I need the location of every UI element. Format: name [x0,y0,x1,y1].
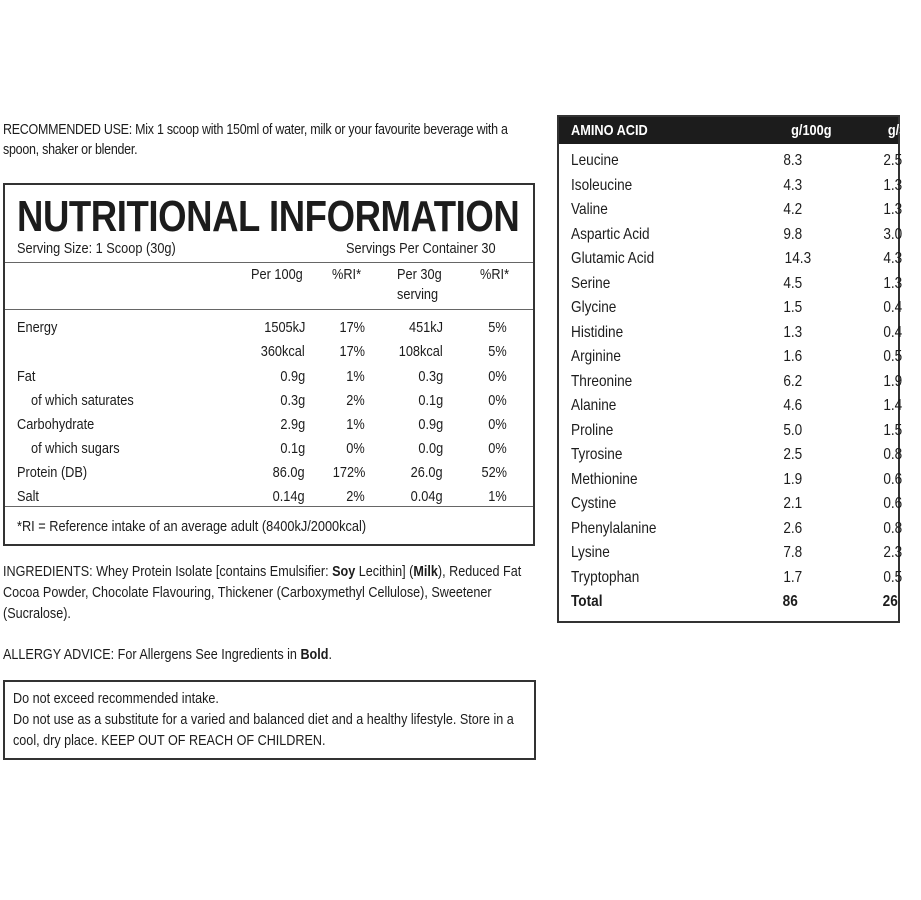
ri-per30: 5% [488,343,507,360]
amino-row [559,517,903,542]
value-per30: 0.9g [418,416,443,433]
amino-per100: 2.5 [783,446,803,463]
amino-row [559,272,903,297]
amino-per100: 4.3 [783,176,803,194]
amino-per30: 1.9 [883,372,903,390]
nutrient-name: of which sugars [31,440,120,457]
amino-header-name: AMINO ACID [571,122,648,139]
amino-row [559,492,903,517]
amino-per100: 4.5 [783,274,803,292]
amino-per30: 0.8 [883,519,903,537]
value-per100: 0.1g [280,440,305,457]
header-per100: Per 100g [251,266,303,283]
nutrient-name: Energy [17,319,58,336]
amino-per30: 0.5 [883,348,903,365]
value-per100: 2.9g [280,416,305,433]
amino-row [559,345,903,370]
amino-per100: 5.0 [783,421,803,439]
amino-per30: 0.6 [883,495,903,512]
value-per30: 26.0g [411,464,443,481]
ri-per30: 0% [488,392,507,409]
nutrient-name: of which saturates [31,392,134,409]
amino-name: Proline [571,421,614,439]
header-ri2: %RI* [480,266,510,283]
amino-name: Isoleucine [571,176,633,194]
amino-per30: 1.3 [883,201,903,218]
amino-per30: 4.3 [883,250,903,267]
amino-row [559,419,903,444]
amino-row [559,247,903,272]
amino-row [559,198,903,223]
amino-name: Serine [571,274,611,292]
serving-size: Serving Size: 1 Scoop (30g) [17,240,176,257]
value-per30: 0.04g [411,488,443,505]
ingredients-label: INGREDIENTS: [3,563,93,580]
recommended-use [3,120,532,160]
ri-per100: 1% [346,368,365,385]
recommended-use-label: RECOMMENDED USE: [3,122,132,138]
ri-per100: 1% [346,416,365,433]
header-per30-line2: serving [397,286,439,303]
amino-name: Threonine [571,372,633,390]
nutrient-name: Protein (DB) [17,464,88,481]
ri-per100: 17% [339,319,365,336]
header-ri1: %RI* [332,266,362,283]
value-per30: 451kJ [408,319,443,336]
ri-footnote: *RI = Reference intake of an average adult (8400kJ/2000kcal) [17,518,367,535]
amino-header [559,117,921,144]
amino-name: Tyrosine [571,446,623,463]
amino-name: Alanine [571,397,617,414]
amino-name: Leucine [571,152,619,169]
amino-per100: 1.5 [783,299,803,316]
value-per100: 0.3g [280,392,305,409]
amino-row [559,394,903,419]
amino-per100: 1.6 [783,348,803,365]
amino-name: Glycine [571,299,617,316]
allergen-milk: Milk [413,563,438,580]
amino-name: Phenylalanine [571,519,657,537]
amino-name: Lysine [571,544,610,561]
amino-per100: 2.6 [783,519,803,537]
value-per100: 0.14g [273,488,305,505]
amino-per30: 1.5 [883,421,903,439]
allergy-end: . [328,646,332,663]
nutrition-title: NUTRITIONAL INFORMATION [17,192,520,241]
amino-per30: 3.0 [883,225,903,243]
ingredients-part2: Lecithin] ( [358,563,414,580]
value-per100: 1505kJ [263,319,305,336]
nutrient-name: Fat [17,368,36,385]
amino-per30: 0.5 [883,568,903,586]
amino-per100: 1.9 [783,470,803,488]
divider [5,506,533,507]
ingredients-part3: ), Reduced Fat Cocoa Powder, Chocolate Flavouring, Thickener (Carboxymethyl Cellulose), Sweetener (Sucralose). [3,563,522,622]
amino-total-row [559,590,898,615]
amino-per30: 0.4 [883,299,903,316]
allergy-text: For Allergens See Ingredients in [117,646,297,663]
amino-name: Aspartic Acid [571,225,650,243]
amino-per30: 2.3 [883,544,903,561]
amino-per100: 6.2 [783,372,803,390]
header-per30-line1: Per 30g [397,266,442,283]
amino-row [559,370,903,395]
amino-per30: 26 [882,593,898,610]
amino-per100: 2.1 [783,495,803,512]
amino-name: Tryptophan [571,568,640,586]
amino-per30: 1.3 [883,274,903,292]
amino-name: Cystine [571,495,617,512]
amino-per30: 0.4 [883,323,903,341]
warning-text [13,688,525,751]
amino-per100: 8.3 [783,152,803,169]
value-per100: 86.0g [273,464,305,481]
amino-name: Arginine [571,348,621,365]
ri-per100: 2% [346,488,365,505]
amino-row [559,223,903,248]
amino-row [559,296,903,321]
amino-row [559,321,903,346]
value-per100: 360kcal [261,343,305,360]
nutrition-row [5,340,533,364]
servings-per-container: Servings Per Container 30 [346,240,496,257]
amino-row [559,174,903,199]
nutrition-row [5,389,533,413]
amino-row [559,566,903,591]
ri-per30: 0% [488,440,507,457]
value-per30: 108kcal [399,343,443,360]
amino-per100: 9.8 [783,225,803,243]
amino-per100: 14.3 [784,250,812,267]
nutrient-name: Salt [17,488,39,505]
amino-row [559,443,903,468]
ri-per100: 172% [332,464,365,481]
warning-box [3,680,536,760]
amino-per30: 1.4 [883,397,903,414]
nutrition-footnote-row [5,515,533,539]
nutrient-name: Carbohydrate [17,416,95,433]
ingredients-part1: Whey Protein Isolate [contains Emulsifier: [96,563,329,580]
serving-info-row [5,237,533,261]
nutrition-row [5,413,533,437]
allergen-soy: Soy [332,563,356,580]
nutrition-row [5,461,533,485]
ri-per30: 1% [488,488,507,505]
amino-name: Valine [571,201,608,218]
amino-row [559,468,903,493]
amino-name: Glutamic Acid [571,250,655,267]
amino-row [559,149,903,174]
amino-per30: 0.8 [883,446,903,463]
amino-per100: 1.7 [783,568,803,586]
amino-header-per30: g/30g [887,122,921,139]
value-per30: 0.3g [418,368,443,385]
ri-per30: 52% [481,464,507,481]
nutrition-row [5,316,533,340]
amino-per30: 2.5 [883,152,903,169]
amino-name: Methionine [571,470,638,488]
nutrition-panel [3,183,535,546]
recommended-use-text: Mix 1 scoop with 150ml of water, milk or your favourite beverage with a spoon, shaker or blender. [3,122,508,158]
amino-acid-table [557,115,921,623]
nutrition-header-row-2 [5,283,533,307]
amino-name: Histidine [571,323,624,341]
nutrition-row [5,365,533,389]
divider [5,309,533,310]
amino-per100: 86 [782,593,798,610]
ri-per30: 0% [488,368,507,385]
warning-line2: Do not use as a substitute for a varied and balanced diet and a healthy lifestyle. Store in a cool, dry place. KEEP OUT OF REACH OF CHILDREN. [13,711,514,749]
ri-per30: 0% [488,416,507,433]
amino-per100: 1.3 [783,323,803,341]
nutrition-row [5,437,533,461]
ri-per100: 0% [346,440,365,457]
amino-row [559,541,903,566]
amino-header-per100: g/100g [791,122,832,139]
amino-per100: 4.6 [783,397,803,414]
ri-per100: 17% [339,343,365,360]
amino-per100: 7.8 [783,544,803,561]
value-per30: 0.0g [418,440,443,457]
allergy-label: ALLERGY ADVICE: [3,646,115,663]
amino-per100: 4.2 [783,201,803,218]
ingredients [3,561,541,624]
allergy-advice [3,644,541,665]
warning-line1: Do not exceed recommended intake. [13,690,219,707]
ri-per30: 5% [488,319,507,336]
amino-per30: 1.3 [883,176,903,194]
ri-per100: 2% [346,392,365,409]
allergy-bold: Bold [300,646,329,663]
amino-name: Total [571,593,603,610]
value-per100: 0.9g [280,368,305,385]
amino-per30: 0.6 [883,470,903,488]
value-per30: 0.1g [418,392,443,409]
